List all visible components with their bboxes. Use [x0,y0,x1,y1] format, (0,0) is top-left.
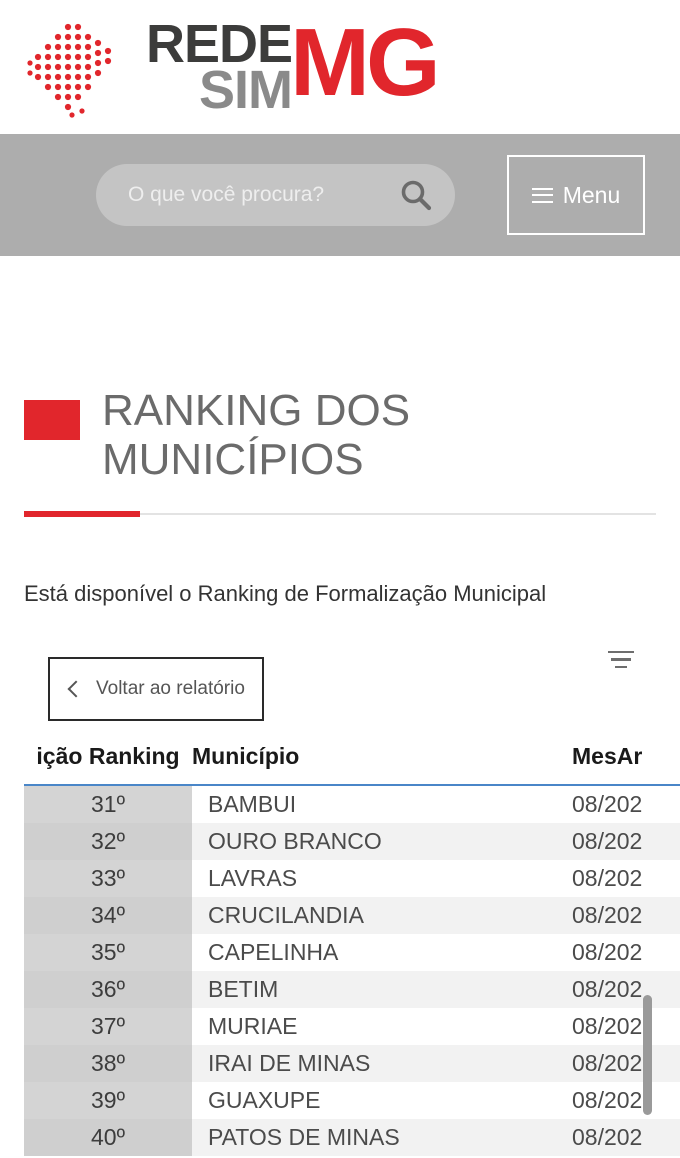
table-row[interactable] [24,971,680,1008]
cell-municipio: BAMBUI [192,785,572,823]
ranking-table-wrap [24,743,656,1156]
back-to-report-label: Voltar ao relatório [96,677,245,699]
table-row[interactable] [24,897,680,934]
filter-icon[interactable] [608,651,634,671]
table-row[interactable] [24,823,680,860]
cell-municipio: IRAI DE MINAS [192,1045,572,1082]
cell-mesano: 08/202 [572,971,680,1008]
cell-municipio: BETIM [192,971,572,1008]
column-header-municipio[interactable]: Município [192,742,300,769]
title-marker-square [24,400,80,440]
hamburger-icon [532,188,553,203]
table-row[interactable] [24,1045,680,1082]
cell-municipio: PATOS DE MINAS [192,1119,572,1156]
minas-gerais-map-icon [22,13,140,121]
cell-rank: 34º [24,897,192,934]
cell-mesano: 08/202 [572,1082,680,1119]
cell-rank: 33º [24,860,192,897]
column-header-mesano[interactable]: MesAr [572,742,643,769]
cell-municipio: CAPELINHA [192,934,572,971]
cell-municipio: GUAXUPE [192,1082,572,1119]
cell-mesano: 08/202 [572,785,680,823]
ranking-table-body [24,785,680,1156]
cell-municipio: MURIAE [192,1008,572,1045]
main-content [0,256,680,1156]
search-box[interactable] [96,164,455,226]
table-header-row [24,743,680,785]
search-icon[interactable] [399,178,433,212]
title-divider [24,513,656,515]
logo-text-mg: MG [290,8,437,116]
cell-municipio: LAVRAS [192,860,572,897]
back-to-report-button[interactable] [48,657,264,721]
cell-mesano: 08/202 [572,823,680,860]
column-header-rank[interactable]: ição Ranking [36,742,180,769]
page-title-row [24,386,656,485]
intro-text: Está disponível o Ranking de Formalização Municipal [24,580,547,606]
table-row[interactable] [24,1008,680,1045]
cell-rank: 36º [24,971,192,1008]
cell-mesano: 08/202 [572,897,680,934]
logo[interactable] [22,8,437,121]
cell-mesano: 08/202 [572,860,680,897]
cell-mesano: 08/202 [572,934,680,971]
cell-rank: 32º [24,823,192,860]
logo-text-rede: REDE [146,13,293,74]
cell-municipio: CRUCILANDIA [192,897,572,934]
cell-mesano: 08/202 [572,1008,680,1045]
logo-text-sim: SIM [199,60,293,120]
cell-rank: 37º [24,1008,192,1045]
menu-button-label: Menu [562,181,621,208]
cell-rank: 31º [24,785,192,823]
table-row[interactable] [24,785,680,823]
cell-municipio: OURO BRANCO [192,823,572,860]
menu-button[interactable] [507,155,645,235]
site-header [0,0,680,134]
cell-rank: 40º [24,1119,192,1156]
table-vertical-scrollbar[interactable] [643,995,652,1115]
cell-rank: 39º [24,1082,192,1119]
table-row[interactable] [24,1119,680,1156]
cell-rank: 35º [24,934,192,971]
cell-rank: 38º [24,1045,192,1082]
search-input[interactable] [128,183,399,207]
table-row[interactable] [24,860,680,897]
report-widget [24,657,656,1156]
cell-mesano: 08/202 [572,1045,680,1082]
ranking-table [24,743,680,1156]
table-row[interactable] [24,934,680,971]
cell-mesano: 08/202 [572,1119,680,1156]
search-bar [0,134,680,256]
page-title: RANKING DOS MUNICÍPIOS [102,386,411,485]
table-row[interactable] [24,1082,680,1119]
chevron-left-icon [68,680,85,697]
